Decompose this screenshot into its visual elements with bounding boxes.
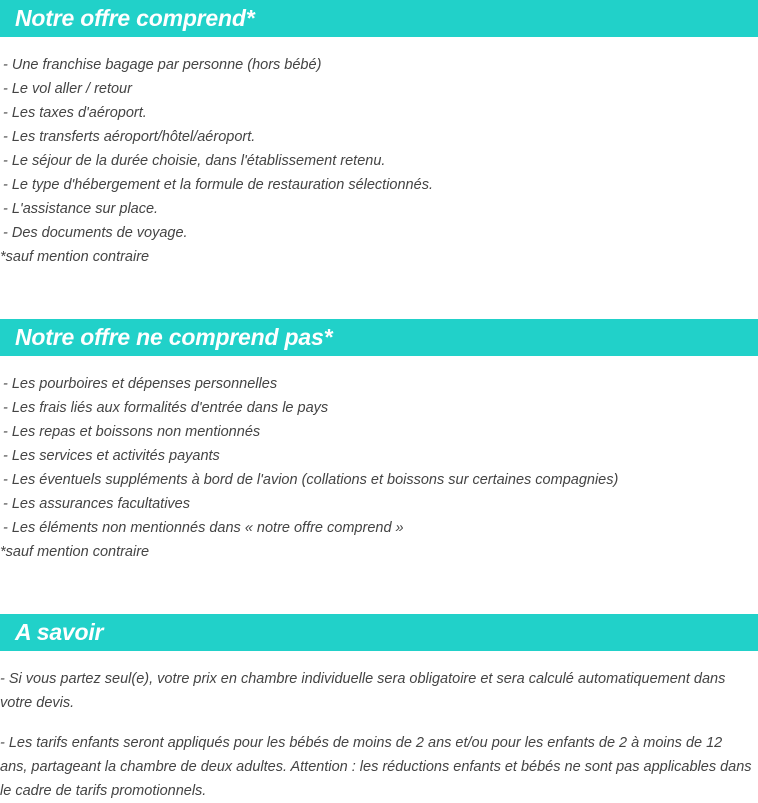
list-item: - Les éléments non mentionnés dans « notre offre comprend » — [3, 520, 404, 536]
list-item: - Les services et activités payants — [3, 448, 220, 464]
list-item: - Le vol aller / retour — [3, 81, 132, 97]
section-title-info: A savoir — [15, 619, 104, 645]
list-item: - Les éventuels suppléments à bord de l'avion (collations et boissons sur certaines compagnies) — [3, 472, 619, 488]
section-header-info — [0, 614, 758, 651]
excluded-footnote: *sauf mention contraire — [0, 544, 150, 560]
included-block — [0, 53, 433, 269]
section-header-included — [0, 0, 758, 37]
list-item: - Les pourboires et dépenses personnelles — [3, 376, 278, 392]
list-item: - Des documents de voyage. — [3, 225, 188, 241]
list-item: - Les assurances facultatives — [3, 496, 190, 512]
excluded-block — [0, 372, 618, 564]
included-footnote: *sauf mention contraire — [0, 249, 150, 265]
list-item: - Une franchise bagage par personne (hors bébé) — [3, 57, 322, 73]
list-item: - Le séjour de la durée choisie, dans l'établissement retenu. — [3, 153, 386, 169]
list-item: - Les repas et boissons non mentionnés — [3, 424, 261, 440]
info-paragraph-child-rates: - Les tarifs enfants seront appliqués pour les bébés de moins de 2 ans et/ou pour les enfants de 2 à moins de 12 ans, partageant la chambre de deux adultes. Attention : les réductions enfants et bébés ne sont pas applicables dans le cadre de tarifs promotionnels. — [0, 735, 752, 799]
section-title-excluded: Notre offre ne comprend pas* — [15, 324, 333, 350]
list-item: - Le type d'hébergement et la formule de restauration sélectionnés. — [3, 177, 433, 193]
excluded-list — [0, 372, 618, 540]
list-item: - Les frais liés aux formalités d'entrée dans le pays — [3, 400, 329, 416]
list-item: - Les taxes d'aéroport. — [3, 105, 147, 121]
list-item: - L'assistance sur place. — [3, 201, 159, 217]
list-item: - Les transferts aéroport/hôtel/aéroport. — [3, 129, 256, 145]
section-title-included: Notre offre comprend* — [15, 5, 255, 31]
section-header-excluded — [0, 319, 758, 356]
info-paragraph-single-room: - Si vous partez seul(e), votre prix en chambre individuelle sera obligatoire et sera calculé automatiquement dans votre devis. — [0, 671, 726, 711]
included-list — [0, 53, 433, 245]
